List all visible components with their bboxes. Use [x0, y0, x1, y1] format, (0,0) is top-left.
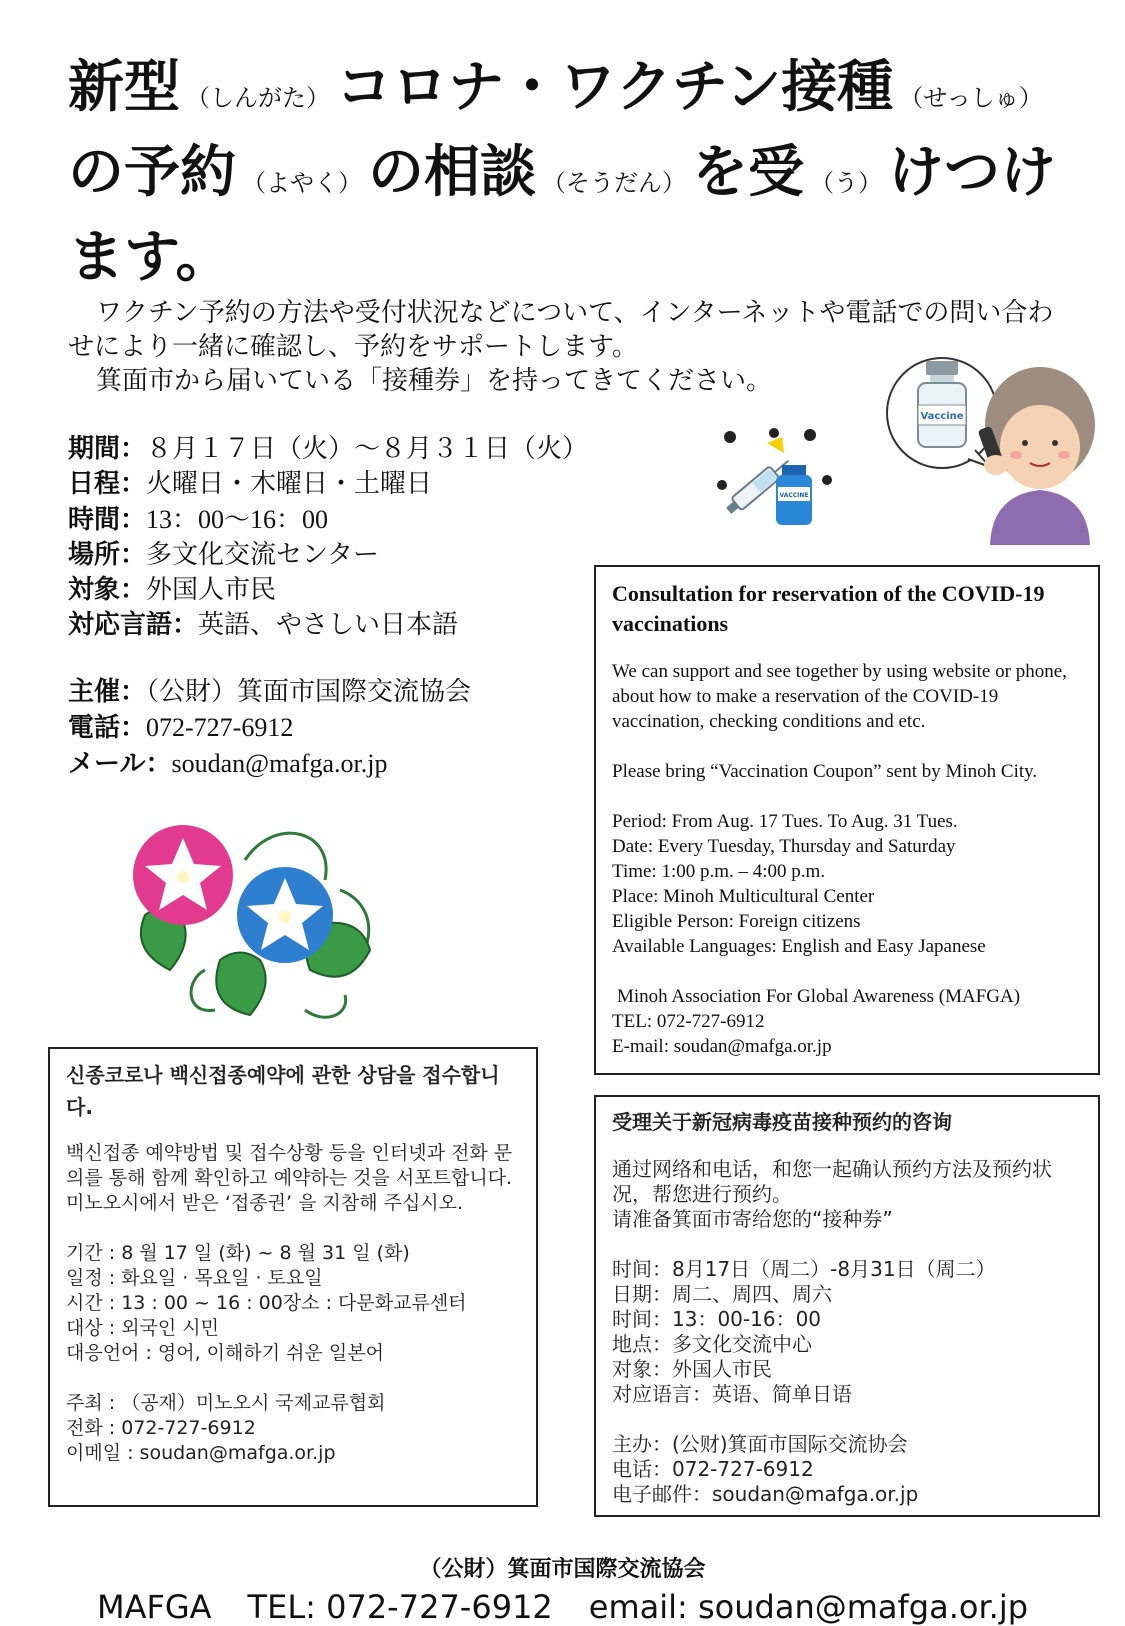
- period-label: 期間：: [68, 434, 147, 464]
- chinese-coupon-note: 请准备箕面市寄给您的“接种券”: [612, 1207, 893, 1231]
- blue-flower-icon: [237, 867, 333, 963]
- title-part: けつけ: [888, 140, 1056, 205]
- title-line-1: [68, 52, 1088, 137]
- english-info-box: [594, 565, 1100, 1075]
- english-tel: TEL: 072-727-6912: [612, 1011, 765, 1032]
- english-intro: We can support and see together by using website or phone, about how to make a reservation of the COVID-19 vaccination, checking conditions and etc.: [612, 661, 1067, 732]
- japanese-details: [68, 432, 628, 782]
- chinese-title: 受理关于新冠病毒疫苗接种预约的咨询: [612, 1110, 952, 1134]
- english-time: Time: 1:00 p.m. – 4:00 p.m.: [612, 861, 826, 882]
- english-coupon-note: Please bring “Vaccination Coupon” sent by Minoh City.: [612, 761, 1038, 782]
- chinese-host: 主办：(公财)箕面市国际交流协会: [612, 1432, 908, 1456]
- korean-language: 대응언어 : 영어, 이해하기 쉬운 일본어: [66, 1342, 384, 1364]
- korean-host: 주최 : （공재）미노오시 국제교류협회: [66, 1392, 386, 1414]
- title-reading: （せっしゅ）: [899, 84, 1043, 112]
- vial-icon: [776, 465, 812, 525]
- host-value: （公財）箕面市国際交流協会: [146, 677, 472, 707]
- korean-title: 신종코로나 백신접종예약에 관한 상담을 접수합니다.: [66, 1063, 500, 1119]
- vaccine-bottle-label: Vaccine: [920, 411, 964, 422]
- chinese-email: 电子邮件：soudan@mafga.or.jp: [612, 1482, 919, 1506]
- footer-org: （公財）箕面市国際交流協会: [419, 1557, 706, 1582]
- vial-label: VACCINE: [779, 492, 809, 499]
- english-date: Date: Every Tuesday, Thursday and Saturday: [612, 836, 956, 857]
- english-languages: Available Languages: English and Easy Japanese: [612, 936, 986, 957]
- title-part: の相談: [368, 140, 536, 205]
- footer-tel: TEL: 072-727-6912: [247, 1588, 553, 1626]
- chinese-target: 对象：外国人市民: [612, 1357, 772, 1381]
- mail-value: soudan@mafga.or.jp: [171, 749, 388, 778]
- time-label: 時間：: [68, 505, 147, 535]
- footer-name: MAFGA: [96, 1588, 212, 1626]
- period-value: ８月１７日（火）～８月３１日（火）: [146, 434, 589, 464]
- english-title: Consultation for reservation of the COVID-19 vaccinations: [612, 581, 1045, 636]
- chinese-time: 时间：13：00-16：00: [612, 1307, 822, 1331]
- chinese-intro: 通过网络和电话，和您一起确认预约方法及预约状况，帮您进行预约。: [612, 1157, 1052, 1206]
- korean-email: 이메일 : soudan@mafga.or.jp: [66, 1442, 336, 1464]
- place-value: 多文化交流センター: [146, 540, 379, 570]
- english-email: E-mail: soudan@mafga.or.jp: [612, 1036, 832, 1057]
- language-value: 英語、やさしい日本語: [198, 610, 459, 640]
- language-label: 対応言語：: [68, 610, 199, 640]
- page-title: [68, 52, 1088, 307]
- tel-label: 電話：: [68, 713, 147, 743]
- chinese-place: 地点：多文化交流中心: [612, 1332, 812, 1356]
- english-place: Place: Minoh Multicultural Center: [612, 886, 875, 907]
- title-reading: （しんがた）: [186, 84, 330, 112]
- phone-call-illustration: [880, 355, 1095, 545]
- footer-email: email: soudan@mafga.or.jp: [588, 1588, 1029, 1626]
- title-reading: （よやく）: [242, 169, 362, 197]
- korean-intro: 백신접종 예약방법 및 접수상황 등을 인터넷과 전화 문의를 통해 함께 확인하고 예약하는 것을 서포트합니다.: [66, 1142, 513, 1189]
- sparkle-icon: [767, 437, 784, 453]
- target-value: 外国人市民: [146, 575, 277, 605]
- title-reading: （う）: [810, 169, 882, 197]
- english-org: Minoh Association For Global Awareness (MAFGA): [617, 986, 1021, 1007]
- english-eligible: Eligible Person: Foreign citizens: [612, 911, 861, 932]
- time-value: 13：00～16：00: [146, 505, 329, 534]
- pink-flower-icon: [133, 825, 233, 925]
- intro-line-1: ワクチン予約の方法や受付状況などについて、インターネットや電話での問い合わせにより一緒に確認し、予約をサポートします。: [68, 298, 1054, 362]
- title-line-3: [68, 222, 1088, 307]
- chinese-info-box: [594, 1095, 1100, 1517]
- korean-info-box: [48, 1047, 538, 1507]
- chinese-tel: 电话：072-727-6912: [612, 1457, 814, 1481]
- korean-tel: 전화 : 072-727-6912: [66, 1417, 256, 1439]
- korean-schedule: 일정 : 화요일 · 목요일 · 토요일: [66, 1267, 323, 1289]
- korean-period: 기간 : 8 월 17 일 (화) ~ 8 월 31 일 (화): [66, 1242, 410, 1264]
- place-label: 場所：: [68, 540, 147, 570]
- syringe-vaccine-illustration: [712, 425, 837, 535]
- tel-value: 072-727-6912: [146, 713, 294, 742]
- title-part: コロナ・ワクチン接種: [336, 55, 894, 120]
- chinese-date: 日期：周二、周四、周六: [612, 1282, 832, 1306]
- title-part: ます。: [68, 225, 232, 290]
- elderly-woman-icon: [978, 367, 1095, 545]
- title-reading: （そうだん）: [542, 169, 686, 197]
- intro-line-2: 箕面市から届いている「接種券」を持ってきてください。: [96, 366, 773, 396]
- morning-glory-illustration: [125, 820, 395, 1030]
- target-label: 対象：: [68, 575, 147, 605]
- korean-target: 대상 : 외국인 시민: [66, 1317, 219, 1339]
- mail-label: メール：: [68, 749, 172, 779]
- footer-contact: [0, 1588, 1125, 1626]
- korean-coupon-note: 미노오시에서 받은 ‘접종권’ 을 지참해 주십시오.: [66, 1192, 464, 1214]
- english-period: Period: From Aug. 17 Tues. To Aug. 31 Tues.: [612, 811, 958, 832]
- korean-time-place: 시간 : 13 : 00 ~ 16 : 00장소 : 다문화교류센터: [66, 1292, 467, 1314]
- title-line-2: [68, 137, 1088, 222]
- title-part: を受: [692, 140, 804, 205]
- chinese-period: 时间：8月17日（周二）-8月31日（周二）: [612, 1257, 996, 1281]
- chinese-language: 对应语言：英语、简单日语: [612, 1382, 852, 1406]
- schedule-value: 火曜日・木曜日・土曜日: [146, 469, 433, 499]
- title-part: の予約: [68, 140, 236, 205]
- title-part: 新型: [68, 55, 180, 120]
- host-label: 主催：: [68, 677, 147, 707]
- schedule-label: 日程：: [68, 469, 147, 499]
